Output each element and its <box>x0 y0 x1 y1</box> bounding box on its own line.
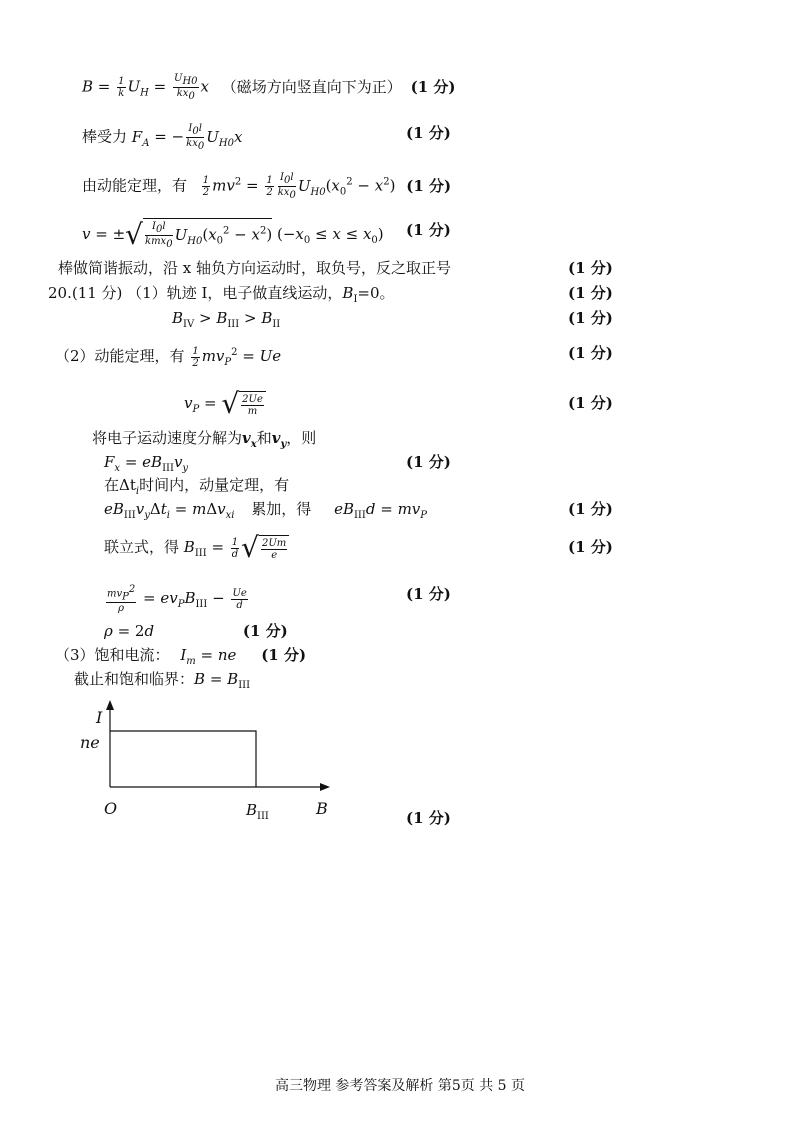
conj-end: ，则 <box>286 429 317 447</box>
q20-part1: 20.(11 分) （1）轨迹 I，电子做直线运动，$B_I=0$。 <box>48 284 395 305</box>
graph-y-label: I <box>96 708 103 727</box>
momentum-note: 在$\Delta t_i$时间内，动量定理，有 <box>104 476 290 497</box>
line-label: 联立式，得 <box>104 538 180 556</box>
momentum-eq: $eB_{III}v_y\Delta t_i = m\Delta v_{xi}$ 累加，得 $eB_{III}d = mv_P$ <box>104 500 427 521</box>
conj: 和 <box>256 429 272 447</box>
score-11: (1 分) <box>406 453 451 471</box>
vp-eq: $v_P$ = √ $\frac{2Ue}{m}$ <box>184 390 266 420</box>
line-label-2: 时间内，动量定理，有 <box>139 476 290 494</box>
line-label: （2）动能定理，有 <box>55 347 185 365</box>
line-label: 棒受力 <box>82 127 128 146</box>
b-value: =0。 <box>357 284 395 302</box>
b-symbol: B <box>342 284 354 302</box>
line-label: 将电子运动速度分解为 <box>92 429 243 447</box>
score-1: (1 分) <box>410 77 456 96</box>
score-7: (1 分) <box>568 309 613 327</box>
eq-line-1: B = $\frac{1}{k}$ $U_H$ = $\frac{U_{H0}}{kx_0}$ x （磁场方向竖直向下为正） (1 分) <box>82 73 456 102</box>
eq-line-3: 由动能定理，有 $\frac{1}{2}$ $mv^2$ = $\frac{1}{2}$ $\frac{I_0l}{kx_0}$ $U_{H0}(x_0^2 - x^2)$ (1 分) <box>82 172 452 201</box>
x-tick-sub: III <box>257 811 269 822</box>
b3-eq: 联立式，得 $B_{III}$ = $\frac{1}{d}$ √ $\frac{2Um}{e}$ <box>104 534 289 564</box>
critical-cond: 截止和饱和临界：$B = B_{III}$ <box>74 670 251 691</box>
y-axis-arrow <box>106 700 114 710</box>
field-direction-note: （磁场方向竖直向下为正） <box>221 77 402 96</box>
rho-eq: ρ = 2d (1 分) <box>104 622 288 640</box>
line-label: 由动能定理，有 <box>82 176 188 195</box>
eq-line-4: v = ±√ $\frac{I_0l}{kmx_0}$ $U_{H0}(x_0^2 - x^2) (-x_0 \le x \le x_0)$ <box>82 217 384 251</box>
graph-origin: O <box>104 799 118 818</box>
line-label: 累加，得 <box>251 500 312 518</box>
score-15: (1 分) <box>406 585 451 603</box>
current-step <box>110 731 256 787</box>
x-tick-symbol: B <box>246 801 258 819</box>
graph-x-tick <box>246 800 269 827</box>
score-14: (1 分) <box>568 538 613 556</box>
line-label: 20.(11 分) （1）轨迹 I，电子做直线运动， <box>48 284 343 302</box>
fx-eq: $F_x = eB_{III}v_y$ <box>104 453 189 474</box>
graph-x-label: B <box>316 799 328 818</box>
score-9: (1 分) <box>568 394 613 412</box>
centripetal-eq: $\frac{mv_P^2}{\rho}$ = $ev_PB_{III}$ − $\frac{Ue}{d}$ <box>107 584 247 615</box>
score-17: (1 分) <box>261 646 307 664</box>
score-6: (1 分) <box>568 284 613 302</box>
line-label: 在Δt <box>104 476 136 494</box>
score-13: (1 分) <box>568 500 613 518</box>
score-3: (1 分) <box>406 176 452 195</box>
q20-part2: （2）动能定理，有 $\frac{1}{2}$ $mv_P^2 = Ue$ <box>55 345 282 369</box>
b-ordering: $B_{IV} > B_{III} > B_{II}$ <box>172 309 281 330</box>
graph-y-tick: ne <box>80 733 100 752</box>
q20-part3: （3）饱和电流： $I_m$ = ne (1 分) <box>55 646 307 667</box>
score-2: (1 分) <box>406 124 451 142</box>
score-5: (1 分) <box>568 259 613 277</box>
score-4: (1 分) <box>406 221 451 239</box>
eq-line-2: 棒受力 $F_A$ = − $\frac{I_0l}{kx_0}$ $U_{H0}x$ <box>82 123 243 152</box>
score-graph: (1 分) <box>406 809 451 827</box>
score-8: (1 分) <box>568 344 613 362</box>
page-footer: 高三物理 参考答案及解析 第5页 共 5 页 <box>274 1078 526 1094</box>
line-label: （3）饱和电流： <box>55 646 170 664</box>
score-16: (1 分) <box>242 622 288 640</box>
x-axis-arrow <box>320 783 330 791</box>
line-label: 截止和饱和临界： <box>74 670 195 688</box>
shm-conclusion: 棒做简谐振动，沿 x 轴负方向运动时，取负号，反之取正号 <box>58 259 451 277</box>
velocity-decompose: 将电子运动速度分解为$v_x$和$v_y$，则 <box>92 429 317 450</box>
